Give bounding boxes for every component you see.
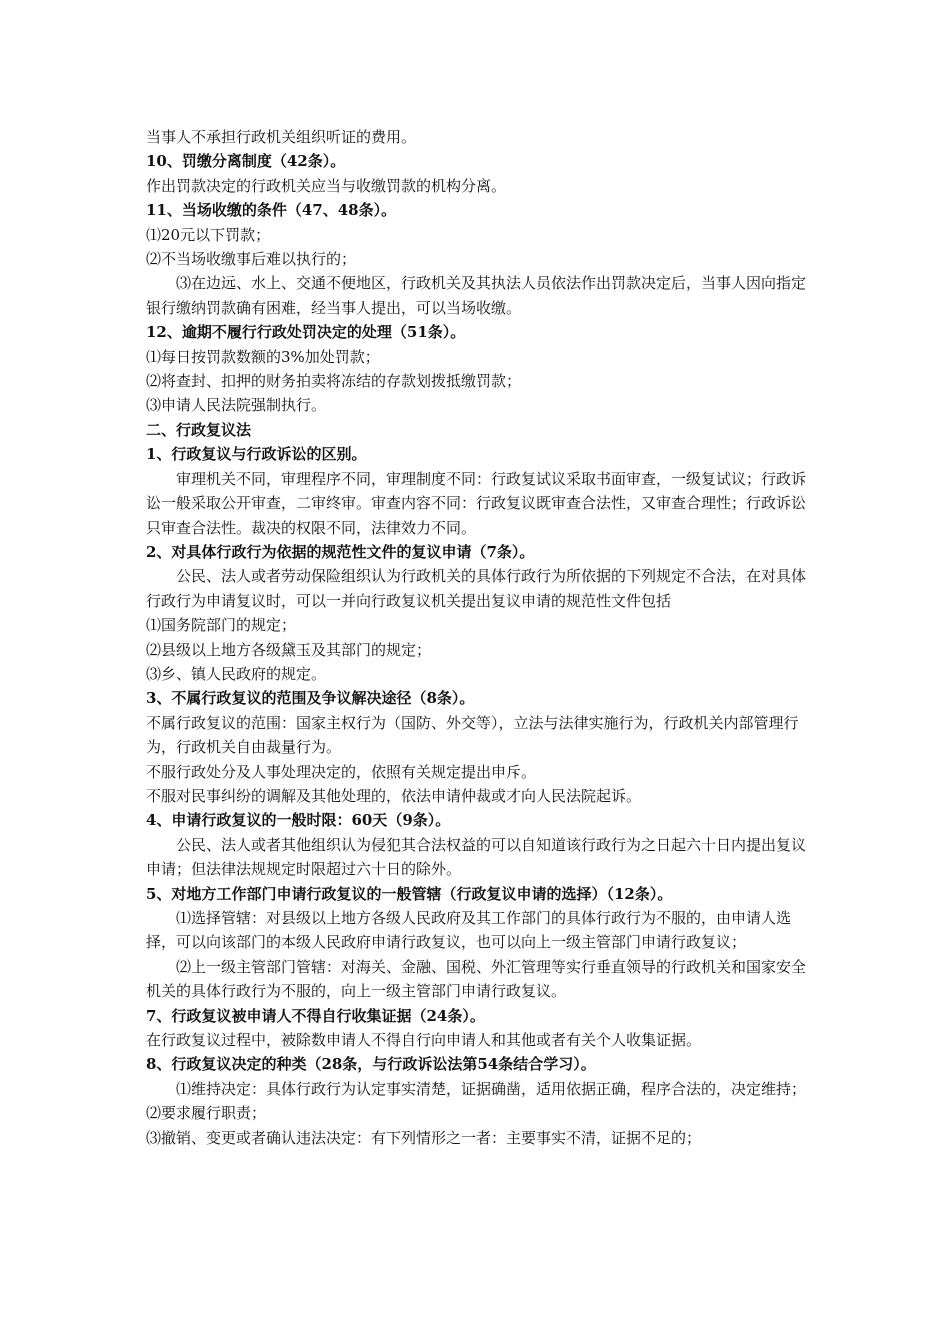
section-heading: 11、当场收缴的条件（47、48条）。: [146, 201, 397, 220]
list-item: ⑴维持决定：具体行政行为认定事实清楚，证据确凿，适用依据正确，程序合法的，决定维持；: [176, 1079, 807, 1098]
section-heading: 3、不属行政复议的范围及争议解决途径（8条）。: [146, 689, 475, 708]
list-item: ⑵上一级主管部门管辖：对海关、金融、国税、外汇管理等实行垂直领导的行政机关和国家安全机关的具体行政行为不服的，向上一级主管部门申请行政复议。: [146, 957, 807, 1001]
section-heading: 8、行政复议决定的种类（28条，与行政诉讼法第54条结合学习）。: [146, 1055, 596, 1074]
list-item: ⑵县级以上地方各级黛玉及其部门的规定；: [146, 640, 432, 659]
paragraph: 作出罚款决定的行政机关应当与收缴罚款的机构分离。: [146, 176, 507, 195]
list-item: ⑵不当场收缴事后难以执行的；: [146, 250, 357, 269]
paragraph: 不服行政处分及人事处理决定的，依照有关规定提出申斥。: [146, 762, 537, 781]
paragraph: 在行政复议过程中，被除数申请人不得自行向申请人和其他或者有关个人收集证据。: [146, 1031, 702, 1050]
list-item: ⑵要求履行职责；: [146, 1104, 267, 1123]
section-heading: 7、行政复议被申请人不得自行收集证据（24条）。: [146, 1006, 485, 1025]
section-heading: 4、申请行政复议的一般时限：60天（9条）。: [146, 811, 451, 830]
section-heading: 5、对地方工作部门申请行政复议的一般管辖（行政复议申请的选择）（12条）。: [146, 884, 673, 903]
document-page: [146, 125, 810, 1150]
list-item: ⑵将查封、扣押的财务拍卖将冻结的存款划拨抵缴罚款；: [146, 372, 522, 391]
paragraph: 不服对民事纠纷的调解及其他处理的，依法申请仲裁或才向人民法院起诉。: [146, 786, 642, 805]
paragraph: 审理机关不同，审理程序不同，审理制度不同：行政复试议采取书面审查，一级复试议；行政诉讼一般采取公开审查，二审终审。审查内容不同：行政复议既审查合法性，又审查合理性；行政诉讼只审查合法性。裁决的权限不同，法律效力不同。: [146, 469, 807, 537]
paragraph: 不属行政复议的范围：国家主权行为（国防、外交等），立法与法律实施行为，行政机关内部管理行为，行政机关自由裁量行为。: [146, 713, 799, 757]
section-heading: 12、逾期不履行行政处罚决定的处理（51条）。: [146, 323, 466, 342]
list-item: ⑶乡、镇人民政府的规定。: [146, 664, 327, 683]
list-item: ⑴国务院部门的规定；: [146, 616, 297, 635]
list-item: ⑶在边远、水上、交通不便地区，行政机关及其执法人员依法作出罚款决定后，当事人因向指定银行缴纳罚款确有困难，经当事人提出，可以当场收缴。: [146, 274, 807, 317]
list-item: ⑶撤销、变更或者确认违法决定：有下列情形之一者：主要事实不清，证据不足的；: [146, 1128, 702, 1147]
section-heading: 2、对具体行政行为依据的规范性文件的复议申请（7条）。: [146, 542, 535, 561]
list-item: ⑴每日按罚款数额的3%加处罚款；: [146, 347, 380, 366]
section-heading: 10、罚缴分离制度（42条）。: [146, 152, 346, 171]
list-item: ⑶申请人民法院强制执行。: [146, 396, 327, 415]
list-item: ⑴20元以下罚款；: [146, 225, 271, 244]
paragraph: 公民、法人或者其他组织认为侵犯其合法权益的可以自知道该行政行为之日起六十日内提出复议申请；但法律法规规定时限超过六十日的除外。: [146, 835, 807, 879]
chapter-heading: 二、行政复议法: [146, 420, 252, 439]
paragraph: 公民、法人或者劳动保险组织认为行政机关的具体行政行为所依据的下列规定不合法，在对具体行政行为申请复议时，可以一并向行政复议机关提出复议申请的规范性文件包括: [146, 567, 807, 610]
paragraph: 当事人不承担行政机关组织听证的费用。: [146, 128, 417, 146]
list-item: ⑴选择管辖：对县级以上地方各级人民政府及其工作部门的具体行政行为不服的，由申请人选择，可以向该部门的本级人民政府申请行政复议，也可以向上一级主管部门申请行政复议；: [146, 909, 792, 952]
section-heading: 1、行政复议与行政诉讼的区别。: [146, 445, 367, 464]
